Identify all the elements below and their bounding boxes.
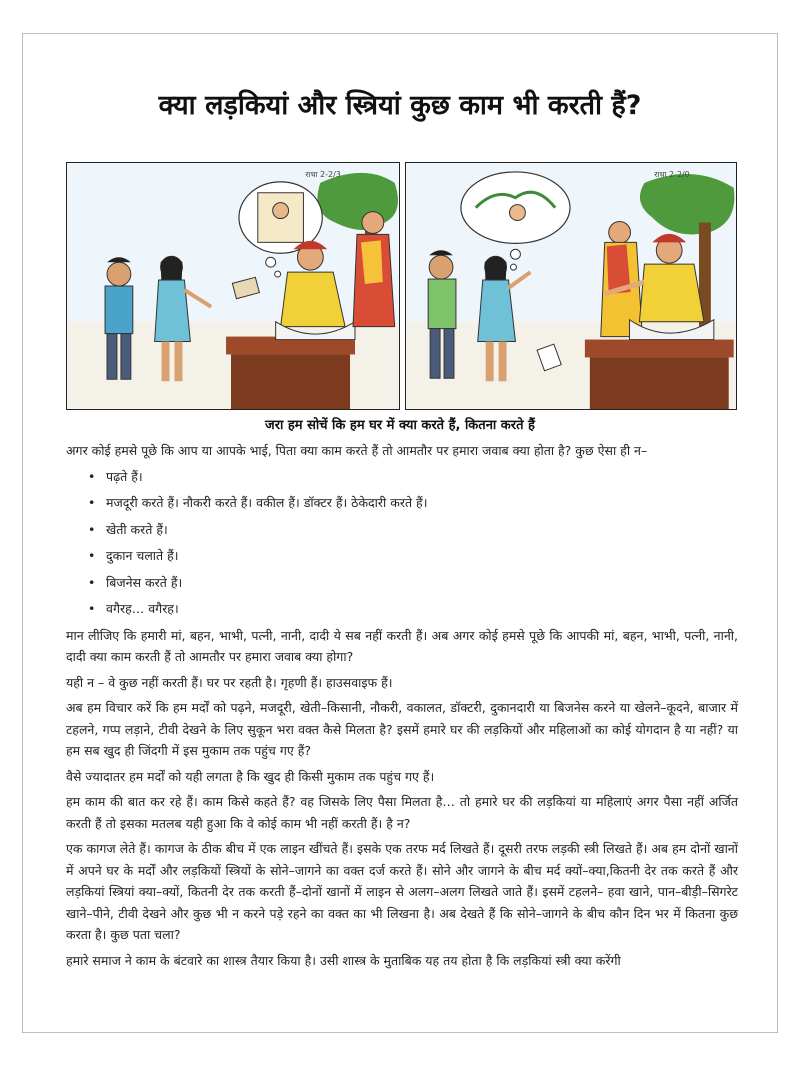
paragraph: एक कागज लेते हैं। कागज के ठीक बीच में एक लाइन खींचते हैं। इसके एक तरफ मर्द लिखते हैं। दूसरी तरफ लड़की स्त्री लिखते हैं। अब हम दोनों खानों में अपने घर के मर्दों और लड़कियों स्त्रियों के सोने–जागने का वक्त दर्ज करते हैं। सोने और जागने के बीच मर्द क्यों–क्या,कितनी देर तक करते हैं और लड़कियां स्त्रियां क्या–क्यों, कितनी देर तक करती हैं–दोनों खानों में लाइन से अलग–अलग लिखते जाते हैं। इसमें टहलने– हवा खाने, पान–बीड़ी–सिगरेट खाने–पीने, टीवी देखने और कुछ भी न करने पड़े रहने का वक्त का भी लिखना है। अब देखते हैं कि सोने–जागने के बीच कौन दिन भर में कितना कुछ करता है। कुछ पता चला? bbox=[66, 841, 738, 942]
list-item: • बिजनेस करते हैं। bbox=[106, 572, 738, 594]
left-signature: राधा 2-2/3 bbox=[305, 169, 341, 179]
illustration-caption: जरा हम सोचें कि हम घर में क्या करते हैं, कितना करते हैं bbox=[265, 418, 535, 433]
article-body bbox=[66, 440, 738, 975]
intro-paragraph: अगर कोई हमसे पूछे कि आप या आपके भाई, पिता क्या काम करते हैं तो आमतौर पर हमारा जवाब क्या होता है? कुछ ऐसा ही न– bbox=[66, 443, 648, 458]
paragraph: हमारे समाज ने काम के बंटवारे का शास्त्र तैयार किया है। उसी शास्त्र के मुताबिक यह तय होता है कि लड़कियां स्त्री क्या करेंगी bbox=[66, 952, 621, 968]
right-signature: राधा 2-2/0 bbox=[654, 169, 690, 179]
paragraph: हम काम की बात कर रहे हैं। काम किसे कहते हैं? वह जिसके लिए पैसा मिलता है… तो हमारे घर की लड़कियां या महिलाएं अगर पैसा नहीं अर्जित करती हैं तो इसका मतलब यही हुआ कि वे कोई काम भी नहीं करती हैं। है न? bbox=[66, 794, 738, 831]
paragraph: वैसे ज्यादातर हम मर्दों को यही लगता है कि खुद ही किसी मुकाम तक पहुंच गए हैं। bbox=[66, 768, 435, 784]
list-item: • मजदूरी करते हैं। नौकरी करते हैं। वकील हैं। डॉक्टर हैं। ठेकेदारी करते हैं। bbox=[106, 492, 738, 514]
paragraph: यही न – वे कुछ नहीं करती हैं। घर पर रहती है। गृहणी हैं। हाउसवाइफ हैं। bbox=[66, 674, 393, 690]
list-item: • दुकान चलाते हैं। bbox=[106, 545, 738, 567]
illustration-right bbox=[405, 162, 737, 410]
illustration-left bbox=[66, 162, 400, 410]
illustration-right-drawing bbox=[406, 163, 736, 409]
occupation-list bbox=[66, 466, 738, 620]
list-item: • वगैरह… वगैरह। bbox=[106, 598, 738, 620]
list-item: • पढ़ते हैं। bbox=[106, 466, 738, 488]
page-title: क्या लड़कियां और स्त्रियां कुछ काम भी करती हैं? bbox=[158, 90, 642, 121]
paragraph: अब हम विचार करें कि हम मर्दों को पढ़ने, मजदूरी, खेती–किसानी, नौकरी, वकालत, डॉक्टरी, दुकानदारी या बिजनेस करने या खेलने–कूदने, बाजार में टहलने, गप्प लड़ाने, टीवी देखने के लिए सुकून भरा वक्त कैसे मिलता है? इसमें हमारे घर की लड़कियों और महिलाओं का कोई योगदान है या नहीं? या हम सब खुद ही जिंदगी में इस मुकाम तक पहुंच गए हैं? bbox=[66, 700, 738, 758]
list-item: • खेती करते हैं। bbox=[106, 519, 738, 541]
illustration-left-drawing bbox=[67, 163, 399, 409]
paragraph: मान लीजिए कि हमारी मां, बहन, भाभी, पत्नी, नानी, दादी ये सब नहीं करती हैं। अब अगर कोई हमसे पूछे कि आपकी मां, बहन, भाभी, पत्नी, नानी, दादी क्या काम करती हैं तो आमतौर पर हमारा जवाब क्या होगा? bbox=[66, 627, 738, 664]
